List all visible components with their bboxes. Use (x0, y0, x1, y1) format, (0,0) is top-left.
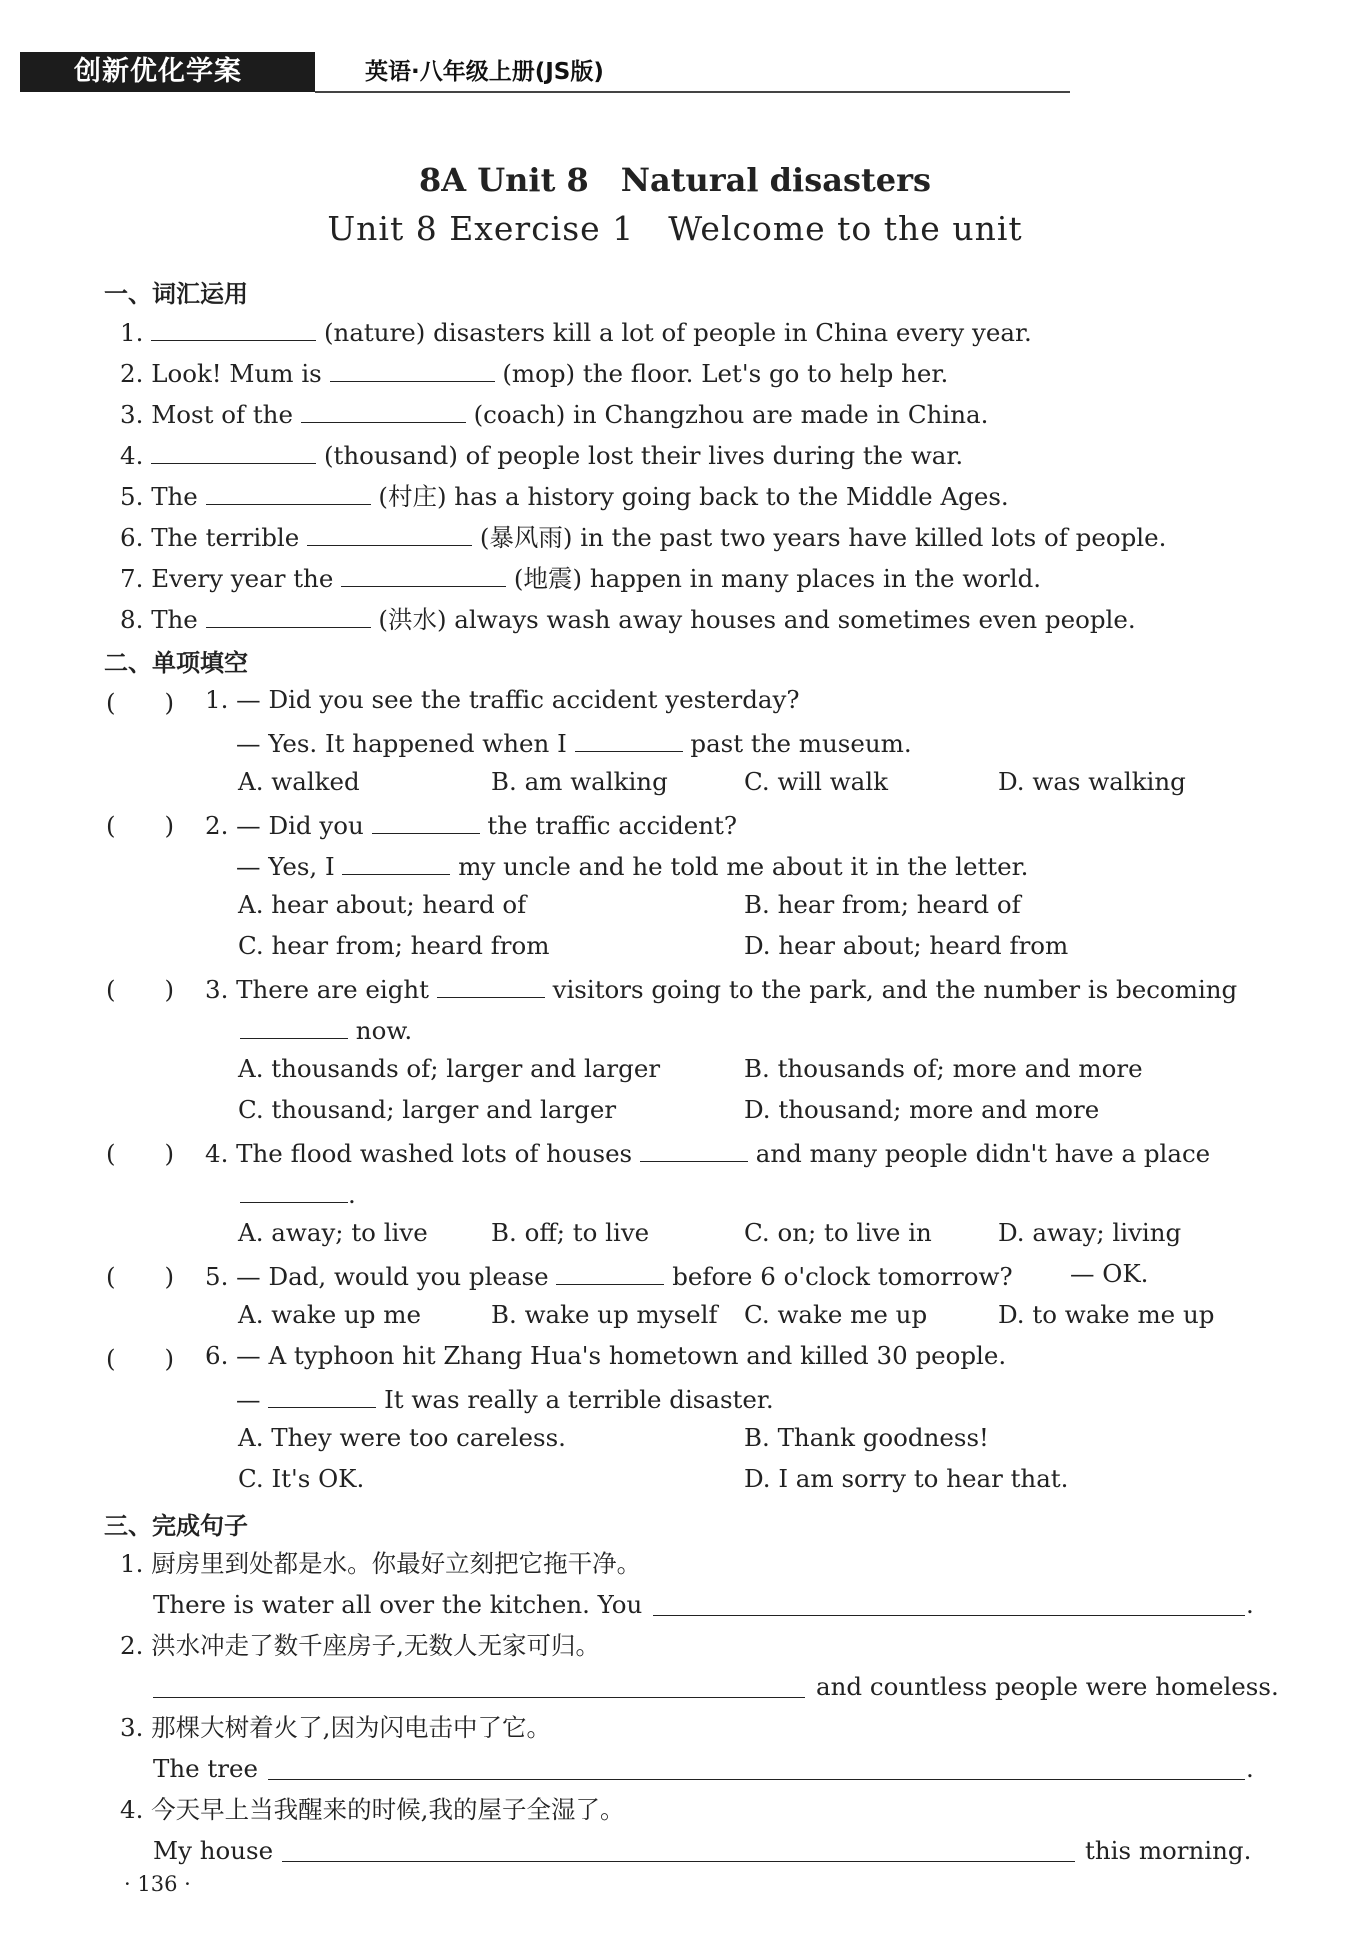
answer-blank[interactable] (575, 725, 683, 752)
question-stem: 5. — Dad, would you please before 6 o'clock tomorrow? (205, 1258, 1013, 1293)
answer-blank[interactable] (151, 437, 316, 464)
option-d[interactable]: D. thousand; more and more (744, 1095, 1100, 1124)
answer-blank[interactable] (151, 314, 316, 341)
sentence-end: and countless people were homeless. (816, 1672, 1279, 1701)
option-b[interactable]: B. am walking (491, 767, 668, 796)
exercise-title: Unit 8 Exercise 1 Welcome to the unit (327, 209, 1023, 248)
question-line: — It was really a terrible disaster. (236, 1381, 774, 1416)
question-line: now. (240, 1012, 412, 1047)
vocab-item: 3. Most of the (coach) in Changzhou are made in China. (120, 396, 988, 431)
vocab-item: 4. (thousand) of people lost their lives during the war. (120, 437, 963, 472)
option-a[interactable]: A. thousands of; larger and larger (238, 1054, 661, 1083)
chinese-prompt: 1. 厨房里到处都是水。你最好立刻把它拖干净。 (120, 1549, 642, 1578)
option-d[interactable]: D. to wake me up (998, 1300, 1215, 1329)
question-stem: 3. There are eight visitors going to the park, and the number is becoming (205, 971, 1237, 1006)
answer-paren[interactable]: ( ) (106, 811, 175, 840)
answer-blank[interactable] (240, 1012, 348, 1039)
book-subject: 英语·八年级上册(JS版) (365, 59, 604, 85)
answer-paren[interactable]: ( ) (106, 975, 175, 1004)
option-d[interactable]: D. I am sorry to hear that. (744, 1464, 1069, 1493)
unit-title: 8A Unit 8 Natural disasters (419, 161, 931, 199)
option-b[interactable]: B. Thank goodness! (744, 1423, 989, 1452)
option-c[interactable]: C. on; to live in (744, 1218, 932, 1247)
answer-blank[interactable] (341, 560, 506, 587)
option-c[interactable]: C. wake me up (744, 1300, 928, 1329)
option-c[interactable]: C. It's OK. (238, 1464, 365, 1493)
question-line: — Yes. It happened when I past the museum. (236, 725, 912, 760)
answer-paren[interactable]: ( ) (106, 1139, 175, 1168)
option-a[interactable]: A. hear about; heard of (238, 890, 527, 919)
option-a[interactable]: A. walked (238, 767, 360, 796)
vocab-item: 7. Every year the (地震) happen in many places in the world. (120, 560, 1041, 595)
sentence-end: this morning. (1085, 1836, 1252, 1865)
answer-blank[interactable] (640, 1135, 748, 1162)
option-d[interactable]: D. hear about; heard from (744, 931, 1069, 960)
answer-blank[interactable] (330, 355, 495, 382)
option-a[interactable]: A. away; to live (238, 1218, 428, 1247)
vocab-item: 8. The (洪水) always wash away houses and sometimes even people. (120, 601, 1136, 636)
section-heading-complete-sentences: 三、完成句子 (104, 1512, 248, 1540)
answer-paren[interactable]: ( ) (106, 1344, 175, 1373)
option-c[interactable]: C. will walk (744, 767, 888, 796)
sentence-start: My house (153, 1836, 274, 1865)
page-number: · 136 · (124, 1872, 191, 1896)
section-heading-vocabulary: 一、词汇运用 (104, 280, 248, 308)
question-line: — Yes, I my uncle and he told me about it in the letter. (236, 848, 1028, 883)
question-stem: 6. — A typhoon hit Zhang Hua's hometown and killed 30 people. (205, 1341, 1007, 1370)
sentence-start: The tree (153, 1754, 258, 1783)
series-logo: 创新优化学案 (20, 52, 315, 92)
answer-blank[interactable] (437, 971, 545, 998)
answer-blank[interactable] (372, 807, 480, 834)
header-rule (315, 91, 1070, 93)
question-line: . (240, 1176, 356, 1211)
option-b[interactable]: B. off; to live (491, 1218, 650, 1247)
option-c[interactable]: C. hear from; heard from (238, 931, 550, 960)
answer-line[interactable] (153, 1697, 805, 1698)
option-a[interactable]: A. They were too careless. (238, 1423, 566, 1452)
answer-blank[interactable] (206, 601, 371, 628)
answer-line[interactable] (268, 1779, 1245, 1780)
vocab-item: 2. Look! Mum is (mop) the floor. Let's go to help her. (120, 355, 948, 390)
vocab-item: 1. (nature) disasters kill a lot of people in China every year. (120, 314, 1032, 349)
chinese-prompt: 4. 今天早上当我醒来的时候,我的屋子全湿了。 (120, 1795, 625, 1824)
question-stem: 1. — Did you see the traffic accident yesterday? (205, 685, 800, 714)
answer-blank[interactable] (556, 1258, 664, 1285)
answer-blank[interactable] (240, 1176, 348, 1203)
option-a[interactable]: A. wake up me (238, 1300, 421, 1329)
option-d[interactable]: D. was walking (998, 767, 1186, 796)
answer-line[interactable] (282, 1861, 1075, 1862)
option-c[interactable]: C. thousand; larger and larger (238, 1095, 617, 1124)
answer-blank[interactable] (342, 848, 450, 875)
sentence-start: There is water all over the kitchen. You (153, 1590, 643, 1619)
sentence-end: . (1246, 1590, 1254, 1619)
sentence-end: . (1246, 1754, 1254, 1783)
vocab-item: 5. The (村庄) has a history going back to the Middle Ages. (120, 478, 1009, 513)
option-d[interactable]: D. away; living (998, 1218, 1182, 1247)
option-b[interactable]: B. hear from; heard of (744, 890, 1021, 919)
answer-blank[interactable] (301, 396, 466, 423)
answer-paren[interactable]: ( ) (106, 688, 175, 717)
chinese-prompt: 3. 那棵大树着火了,因为闪电击中了它。 (120, 1713, 551, 1742)
page-header (20, 52, 1070, 92)
answer-blank[interactable] (206, 478, 371, 505)
vocab-item: 6. The terrible (暴风雨) in the past two years have killed lots of people. (120, 519, 1166, 554)
answer-blank[interactable] (268, 1381, 376, 1408)
answer-line[interactable] (653, 1615, 1245, 1616)
reply-text: — OK. (1070, 1259, 1149, 1288)
section-heading-multiple-choice: 二、单项填空 (104, 649, 248, 677)
question-stem: 4. The flood washed lots of houses and many people didn't have a place (205, 1135, 1210, 1170)
answer-paren[interactable]: ( ) (106, 1262, 175, 1291)
answer-blank[interactable] (307, 519, 472, 546)
question-stem: 2. — Did you the traffic accident? (205, 807, 737, 842)
option-b[interactable]: B. wake up myself (491, 1300, 718, 1329)
option-b[interactable]: B. thousands of; more and more (744, 1054, 1143, 1083)
chinese-prompt: 2. 洪水冲走了数千座房子,无数人无家可归。 (120, 1631, 600, 1660)
